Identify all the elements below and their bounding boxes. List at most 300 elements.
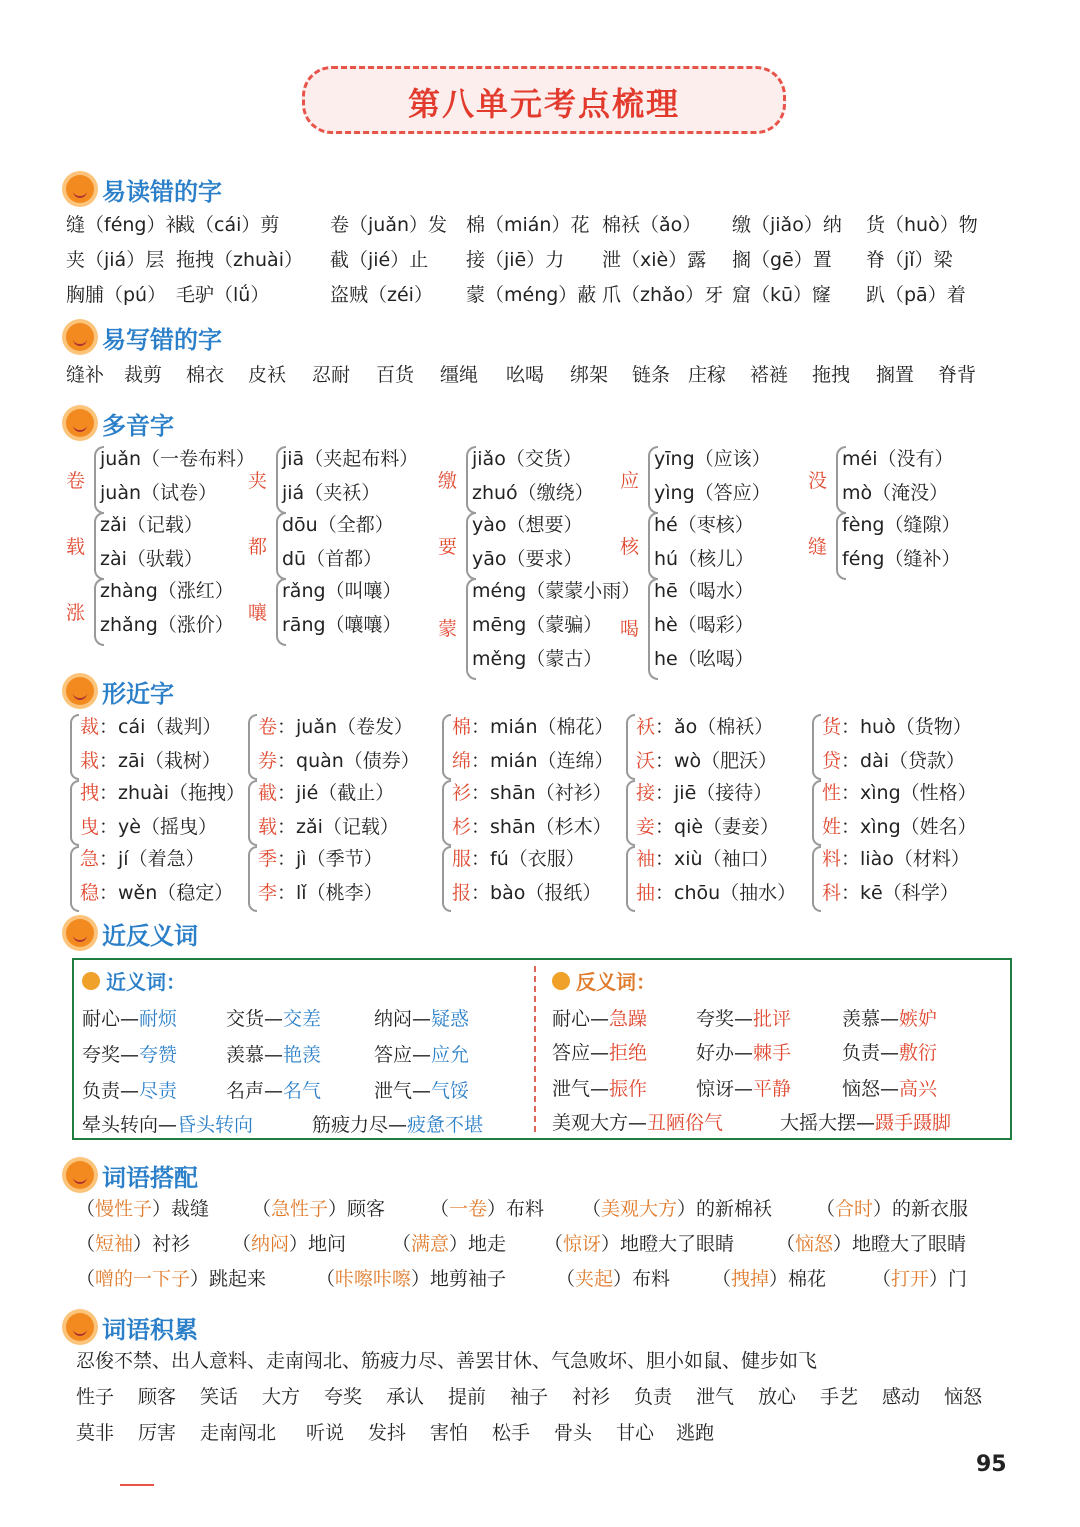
similar-item [822, 844, 970, 871]
similar-char: 截 [258, 782, 278, 804]
pair-word: 惊讶— [696, 1078, 754, 1100]
pair-match: 批评 [753, 1008, 792, 1030]
paren-close: ） [833, 1233, 853, 1255]
pair-word: 好办— [696, 1042, 754, 1064]
pair-match: 尽责 [139, 1080, 178, 1102]
section-collocation [66, 1158, 198, 1192]
synonym-pair [226, 1040, 321, 1067]
similar-reading: ：xiù（袖口） [655, 848, 779, 870]
pair-word: 美观大方— [552, 1112, 648, 1134]
polyphonic-reading: zǎi（记载） [100, 514, 203, 536]
section-title: 形近字 [102, 679, 174, 708]
collocation-fill: 满意 [411, 1233, 450, 1255]
word-item: 厉害 [138, 1422, 177, 1444]
paren-close: ） [769, 1268, 789, 1290]
brace [812, 780, 821, 846]
paren-close: ） [677, 1198, 697, 1220]
polyphonic-reading: zhuó（缴绕） [472, 482, 594, 504]
footer-line [120, 1484, 154, 1486]
similar-item [636, 712, 773, 739]
polyphonic-reading: juǎn（一卷布料） [100, 448, 256, 470]
sun-icon [66, 409, 94, 437]
similar-reading: ：zāi（栽树） [99, 750, 221, 772]
similar-item [258, 878, 383, 905]
sun-icon [66, 677, 94, 705]
similar-item [636, 812, 779, 839]
polyphonic-reading: rǎng（叫嚷） [282, 580, 402, 602]
similar-reading: ：jí（着急） [99, 848, 205, 870]
easy-read-item: 搁（gē）置 [732, 249, 832, 271]
pair-match: 疲惫不堪 [407, 1114, 484, 1136]
easy-read-item: 泄（xiè）露 [602, 249, 707, 271]
collocation-item [776, 1229, 966, 1259]
easy-read-item: 拖拽（zhuài） [176, 249, 303, 271]
similar-char: 李 [258, 882, 278, 904]
brace [70, 780, 79, 846]
page-title: 第八单元考点梳理 [407, 85, 680, 123]
pair-word: 筋疲力尽— [312, 1114, 408, 1136]
similar-reading: ：cái（裁判） [99, 716, 222, 738]
pair-word: 晕头转向— [82, 1114, 178, 1136]
antonym-pair [696, 1074, 791, 1101]
easy-write-item: 拖拽 [812, 364, 851, 386]
polyphonic-char: 缴 [438, 470, 458, 492]
similar-char: 科 [822, 882, 842, 904]
collocation-word: 地问 [308, 1233, 347, 1255]
pair-match: 耐烦 [139, 1008, 178, 1030]
similar-reading: ：chōu（抽水） [655, 882, 797, 904]
collocation-word: 棉花 [788, 1268, 827, 1290]
easy-write-item: 绑架 [570, 364, 609, 386]
paren-open: （ [872, 1268, 892, 1290]
collocation-word: 地瞪大了眼睛 [620, 1233, 735, 1255]
collocation-item [232, 1229, 346, 1259]
paren-close: ） [152, 1198, 172, 1220]
similar-item [452, 878, 601, 905]
easy-write-item: 百货 [376, 364, 415, 386]
pair-word: 交货— [226, 1008, 284, 1030]
polyphonic-reading: jiā（夹起布料） [282, 448, 419, 470]
sun-icon [66, 323, 94, 351]
easy-write-item: 庄稼 [688, 364, 727, 386]
similar-reading: ：dài（贷款） [841, 750, 965, 772]
collocation-word: 布料 [506, 1198, 545, 1220]
collocation-word: 地剪袖子 [430, 1268, 507, 1290]
pair-match: 嫉妒 [899, 1008, 938, 1030]
pair-word: 答应— [374, 1044, 432, 1066]
polyphonic-reading: yāo（要求） [472, 548, 583, 570]
easy-write-item: 裁剪 [124, 364, 163, 386]
word-item: 放心 [758, 1386, 797, 1408]
sun-icon [66, 919, 94, 947]
brace [442, 714, 451, 780]
paren-open: （ [232, 1233, 252, 1255]
word-item: 松手 [492, 1422, 531, 1444]
pair-word: 耐心— [552, 1008, 610, 1030]
antonym-pair [552, 1004, 647, 1031]
similar-item [822, 746, 965, 773]
collocation-fill: 一卷 [449, 1198, 488, 1220]
paren-close: ） [613, 1268, 633, 1290]
polyphonic-reading: juàn（试卷） [100, 482, 218, 504]
polyphonic-char: 缝 [808, 536, 828, 558]
similar-reading: ：liào（材料） [841, 848, 970, 870]
similar-char: 稳 [80, 882, 100, 904]
similar-char: 曳 [80, 816, 100, 838]
polyphonic-reading: zhàng（涨红） [100, 580, 234, 602]
word-item: 提前 [448, 1386, 487, 1408]
polyphonic-reading: měng（蒙古） [472, 648, 603, 670]
collocation-fill: 恼怒 [795, 1233, 834, 1255]
word-item: 袖子 [510, 1386, 549, 1408]
brace [248, 780, 257, 846]
collocation-word: 地瞪大了眼睛 [852, 1233, 967, 1255]
polyphonic-char: 夹 [248, 470, 268, 492]
similar-item [452, 712, 614, 739]
paren-close: ） [929, 1268, 949, 1290]
polyphonic-reading: he（吆喝） [654, 648, 754, 670]
pair-match: 名气 [283, 1080, 322, 1102]
brace [70, 714, 79, 780]
page-number: 95 [976, 1452, 1007, 1477]
word-item: 承认 [386, 1386, 425, 1408]
similar-char: 杉 [452, 816, 472, 838]
title-banner [302, 66, 786, 134]
pair-word: 答应— [552, 1042, 610, 1064]
polyphonic-reading: mēng（蒙骗） [472, 614, 603, 636]
collocation-word: 裁缝 [171, 1198, 210, 1220]
antonym-pair [552, 1074, 647, 1101]
pair-word: 负责— [82, 1080, 140, 1102]
similar-reading: ：bào（报纸） [471, 882, 602, 904]
easy-read-item: 蒙（méng）蔽 [466, 284, 597, 306]
similar-reading: ：ǎo（棉袄） [655, 716, 774, 738]
polyphonic-reading: jiá（夹袄） [282, 482, 381, 504]
similar-char: 急 [80, 848, 100, 870]
pair-match: 敷衍 [899, 1042, 938, 1064]
word-item: 大方 [262, 1386, 301, 1408]
easy-read-item: 卷（juǎn）发 [330, 214, 448, 236]
section-title: 易写错的字 [102, 325, 222, 354]
word-item: 性子 [76, 1386, 115, 1408]
antonym-pair [552, 1108, 723, 1135]
polyphonic-reading: yìng（答应） [654, 482, 771, 504]
similar-item [822, 778, 977, 805]
section-title: 词语积累 [102, 1315, 198, 1344]
paren-close: ） [449, 1233, 469, 1255]
similar-char: 货 [822, 716, 842, 738]
polyphonic-reading: méi（没有） [842, 448, 954, 470]
easy-write-item: 褡裢 [750, 364, 789, 386]
paren-open: （ [76, 1198, 96, 1220]
similar-char: 季 [258, 848, 278, 870]
similar-char: 妾 [636, 816, 656, 838]
pair-match: 拒绝 [609, 1042, 648, 1064]
pair-word: 负责— [842, 1042, 900, 1064]
section-syn-ant [66, 916, 198, 950]
collocation-item [76, 1229, 190, 1259]
collocation-fill: 夹起 [575, 1268, 614, 1290]
polyphonic-reading: dū（首都） [282, 548, 383, 570]
similar-char: 拽 [80, 782, 100, 804]
polyphonic-char: 载 [66, 536, 86, 558]
polyphonic-char: 蒙 [438, 618, 458, 640]
similar-char: 料 [822, 848, 842, 870]
similar-item [258, 746, 420, 773]
paren-open: （ [712, 1268, 732, 1290]
pair-match: 高兴 [899, 1078, 938, 1100]
pair-word: 纳闷— [374, 1008, 432, 1030]
similar-char: 服 [452, 848, 472, 870]
collocation-fill: 拽掉 [731, 1268, 770, 1290]
divider [534, 966, 536, 1132]
collocation-item [582, 1194, 772, 1224]
similar-reading: ：xìng（性格） [841, 782, 977, 804]
pair-match: 急躁 [609, 1008, 648, 1030]
similar-item [258, 844, 383, 871]
easy-read-item: 胸脯（pú） [66, 284, 167, 306]
similar-char: 性 [822, 782, 842, 804]
pair-match: 昏头转向 [177, 1114, 254, 1136]
synonym-label: 近义词： [106, 970, 186, 994]
collocation-item [816, 1194, 968, 1224]
word-item: 恼怒 [944, 1386, 983, 1408]
similar-reading: ：yè（摇曳） [99, 816, 217, 838]
word-item: 逃跑 [676, 1422, 715, 1444]
pair-word: 名声— [226, 1080, 284, 1102]
similar-item [822, 712, 972, 739]
pair-word: 泄气— [374, 1080, 432, 1102]
pair-word: 羡慕— [842, 1008, 900, 1030]
collocation-fill: 惊讶 [563, 1233, 602, 1255]
easy-read-item: 趴（pā）着 [866, 284, 966, 306]
easy-write-item: 搁置 [876, 364, 915, 386]
polyphonic-reading: fèng（缝隙） [842, 514, 961, 536]
paren-open: （ [392, 1233, 412, 1255]
antonym-pair [842, 1004, 937, 1031]
word-item: 走南闯北 [200, 1422, 277, 1444]
collocation-item [544, 1229, 734, 1259]
easy-read-item: 夹（jiá）层 [66, 249, 165, 271]
easy-write-item: 脊背 [938, 364, 977, 386]
collocation-fill: 慢性子 [95, 1198, 153, 1220]
antonym-heading [552, 966, 656, 995]
easy-read-item: 棉（mián）花 [466, 214, 590, 236]
collocation-item [712, 1264, 826, 1294]
similar-reading: ：kē（科学） [841, 882, 959, 904]
pair-word: 大摇大摆— [780, 1112, 876, 1134]
easy-write-item: 缰绳 [440, 364, 479, 386]
pair-match: 丑陋俗气 [647, 1112, 724, 1134]
similar-item [452, 812, 612, 839]
sun-icon [66, 175, 94, 203]
collocation-word: 的新棉袄 [696, 1198, 773, 1220]
synonym-pair [82, 1076, 177, 1103]
polyphonic-reading: hē（喝水） [654, 580, 754, 602]
similar-reading: ：xìng（姓名） [841, 816, 977, 838]
polyphonic-reading: dōu（全都） [282, 514, 394, 536]
collocation-fill: 急性子 [271, 1198, 329, 1220]
polyphonic-char: 核 [620, 536, 640, 558]
similar-item [452, 844, 585, 871]
synonym-pair [82, 1004, 177, 1031]
easy-write-item: 链条 [632, 364, 671, 386]
similar-char: 衫 [452, 782, 472, 804]
polyphonic-char: 没 [808, 470, 828, 492]
polyphonic-char: 要 [438, 536, 458, 558]
similar-reading: ：fú（衣服） [471, 848, 585, 870]
brace [626, 780, 635, 846]
collocation-word: 的新衣服 [892, 1198, 969, 1220]
collocation-item [76, 1194, 209, 1224]
synonym-pair [226, 1004, 321, 1031]
sun-icon [66, 1313, 94, 1341]
polyphonic-reading: jiǎo（交货） [472, 448, 582, 470]
word-item: 笑话 [200, 1386, 239, 1408]
pair-match: 应允 [431, 1044, 470, 1066]
similar-char: 贷 [822, 750, 842, 772]
similar-char: 接 [636, 782, 656, 804]
brace [248, 846, 257, 912]
pair-word: 夸奖— [82, 1044, 140, 1066]
polyphonic-reading: hú（核儿） [654, 548, 755, 570]
collocation-word: 布料 [632, 1268, 671, 1290]
brace [812, 714, 821, 780]
similar-reading: ：wò（肥沃） [655, 750, 778, 772]
pair-match: 棘手 [753, 1042, 792, 1064]
collocation-word: 门 [948, 1268, 968, 1290]
word-item: 发抖 [368, 1422, 407, 1444]
paren-open: （ [582, 1198, 602, 1220]
similar-item [80, 878, 233, 905]
easy-write-item: 棉衣 [186, 364, 225, 386]
collocation-word: 顾客 [347, 1198, 386, 1220]
similar-char: 券 [258, 750, 278, 772]
pair-match: 交差 [283, 1008, 322, 1030]
antonym-pair [842, 1038, 937, 1065]
polyphonic-char: 应 [620, 470, 640, 492]
similar-item [80, 778, 245, 805]
brace [626, 846, 635, 912]
similar-item [80, 812, 217, 839]
paren-open: （ [316, 1268, 336, 1290]
polyphonic-reading: féng（缝补） [842, 548, 961, 570]
synonym-pair [312, 1110, 483, 1137]
pair-word: 夸奖— [696, 1008, 754, 1030]
brace [812, 846, 821, 912]
collocation-item [872, 1264, 967, 1294]
sun-icon [66, 1161, 94, 1189]
easy-read-item: 棉袄（ǎo） [602, 214, 702, 236]
idioms-line: 忍俊不禁、出人意料、走南闯北、筋疲力尽、善罢甘休、气急败坏、胆小如鼠、健步如飞 [76, 1350, 818, 1372]
similar-item [258, 812, 399, 839]
dot-icon [82, 972, 100, 990]
brace [70, 846, 79, 912]
collocation-item [392, 1229, 506, 1259]
similar-reading: ：shān（杉木） [471, 816, 612, 838]
word-item: 夸奖 [324, 1386, 363, 1408]
similar-char: 绵 [452, 750, 472, 772]
similar-item [80, 844, 205, 871]
similar-char: 棉 [452, 716, 472, 738]
word-item: 感动 [882, 1386, 921, 1408]
collocation-fill: 纳闷 [251, 1233, 290, 1255]
brace [442, 846, 451, 912]
paren-open: （ [76, 1268, 96, 1290]
easy-write-item: 缝补 [66, 364, 105, 386]
word-item: 泄气 [696, 1386, 735, 1408]
collocation-word: 地走 [468, 1233, 507, 1255]
word-item: 甘心 [616, 1422, 655, 1444]
similar-char: 沃 [636, 750, 656, 772]
synonym-pair [82, 1040, 177, 1067]
easy-read-item: 缝（féng）补 [66, 214, 185, 236]
similar-char: 报 [452, 882, 472, 904]
easy-write-item: 忍耐 [312, 364, 351, 386]
pair-match: 疑惑 [431, 1008, 470, 1030]
collocation-fill: 合时 [835, 1198, 874, 1220]
pair-match: 平静 [753, 1078, 792, 1100]
polyphonic-char: 卷 [66, 470, 86, 492]
collocation-item [556, 1264, 670, 1294]
easy-read-item: 接（jiē）力 [466, 249, 565, 271]
paren-close: ） [190, 1268, 210, 1290]
collocation-fill: 美观大方 [601, 1198, 678, 1220]
easy-read-item: 裁（cái）剪 [176, 214, 280, 236]
paren-close: ） [289, 1233, 309, 1255]
easy-read-item: 截（jié）止 [330, 249, 429, 271]
dot-icon [552, 972, 570, 990]
similar-item [80, 746, 221, 773]
brace [248, 714, 257, 780]
similar-reading: ：juǎn（卷发） [277, 716, 414, 738]
paren-close: ） [873, 1198, 893, 1220]
similar-reading: ：huò（货物） [841, 716, 972, 738]
pair-word: 恼怒— [842, 1078, 900, 1100]
antonym-pair [842, 1074, 937, 1101]
word-item: 负责 [634, 1386, 673, 1408]
pair-match: 气馁 [431, 1080, 470, 1102]
easy-write-item: 皮袄 [248, 364, 287, 386]
collocation-fill: 噌的一下子 [95, 1268, 191, 1290]
section-similar [66, 674, 174, 708]
polyphonic-char: 涨 [66, 602, 86, 624]
similar-reading: ：jì（季节） [277, 848, 383, 870]
similar-reading: ：jiē（接待） [655, 782, 773, 804]
similar-char: 卷 [258, 716, 278, 738]
paren-open: （ [252, 1198, 272, 1220]
polyphonic-reading: zhǎng（涨价） [100, 614, 234, 636]
similar-item [636, 844, 779, 871]
paren-close: ） [328, 1198, 348, 1220]
polyphonic-reading: rāng（嚷嚷） [282, 614, 402, 636]
similar-item [636, 878, 796, 905]
similar-char: 抽 [636, 882, 656, 904]
pair-word: 泄气— [552, 1078, 610, 1100]
paren-open: （ [544, 1233, 564, 1255]
word-item: 听说 [306, 1422, 345, 1444]
section-polyphonic [66, 406, 174, 440]
polyphonic-char: 嚷 [248, 602, 268, 624]
collocation-item [76, 1264, 266, 1294]
polyphonic-reading: hè（喝彩） [654, 614, 754, 636]
similar-reading: ：qiè（妻妾） [655, 816, 780, 838]
easy-read-item: 爪（zhǎo）牙 [602, 284, 724, 306]
similar-reading: ：lǐ（桃李） [277, 882, 383, 904]
section-accumulate [66, 1310, 198, 1344]
brace [626, 714, 635, 780]
paren-open: （ [556, 1268, 576, 1290]
